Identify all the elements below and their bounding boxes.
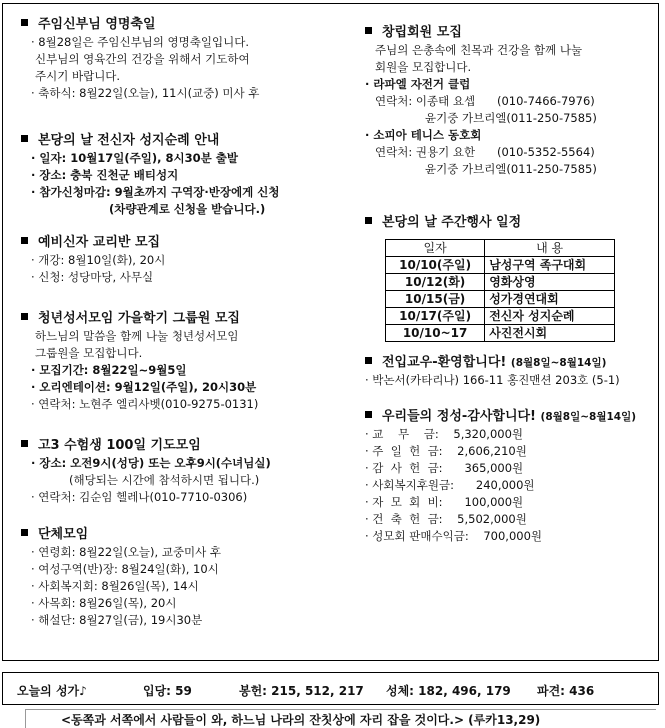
offerings-title: 우리들의 정성-감사합니다!	[382, 409, 536, 424]
club-bicycle-contact-1: 연락처: 이종태 요셉 (010-7466-7976)	[375, 94, 595, 108]
schedule-table	[385, 239, 615, 342]
club-bicycle: · 라파엘 자전거 클럽	[365, 77, 471, 91]
welcome-title: 전입교우-환영합니다!	[382, 355, 507, 370]
square-bullet-icon	[21, 529, 28, 536]
row-content: 성가경연대회	[485, 291, 615, 308]
pilgrimage-note: (차량관계로 신청을 받습니다.)	[109, 202, 266, 216]
section-pilgrimage	[21, 132, 341, 218]
group-line-2: · 여성구역(반)장: 8월24일(화), 10시	[31, 562, 219, 576]
row-content: 영화상영	[485, 274, 615, 291]
section-title	[365, 214, 661, 232]
section-title	[21, 310, 341, 328]
square-bullet-icon	[21, 313, 28, 320]
catechumen-start: · 개강: 8월10일(화), 20시	[31, 253, 166, 267]
square-bullet-icon	[21, 237, 28, 244]
section-feast-day	[21, 16, 341, 102]
square-bullet-icon	[365, 411, 372, 418]
club-tennis: · 소피아 테니스 동호회	[365, 128, 482, 142]
section-week-schedule	[365, 214, 661, 232]
groups-title: 단체모임	[38, 527, 89, 542]
square-bullet-icon	[21, 440, 28, 447]
section-title	[21, 526, 341, 544]
offering-item: · 주 일 헌 금: 2,606,210원	[365, 444, 527, 458]
section-founding-members	[365, 24, 661, 178]
exam-place: · 장소: 오전9시(성당) 또는 오후9시(수녀님실)	[31, 456, 271, 470]
founding-intro-2: 회원을 모집합니다.	[375, 60, 472, 74]
section-offerings	[365, 408, 661, 545]
club-bicycle-contact-2: 윤기중 가브리엘(011-250-7585)	[425, 111, 597, 125]
feast-title: 주임신부님 영명축일	[38, 17, 156, 32]
section-title	[21, 16, 341, 34]
row-content: 남성구역 족구대회	[485, 257, 615, 274]
bulletin-frame	[2, 3, 659, 661]
row-date: 10/12(화)	[386, 274, 485, 291]
section-title	[21, 437, 341, 455]
welcome-line: · 박논서(카타리나) 166-11 홍진맨션 203호 (5-1)	[365, 373, 620, 387]
pilgrimage-place: · 장소: 충북 진천군 배티성지	[31, 168, 179, 182]
club-tennis-contact-2: 윤기중 가브리엘(011-250-7585)	[425, 162, 597, 176]
row-content: 사진전시회	[485, 325, 615, 342]
scripture-quote-bar	[25, 709, 656, 728]
table-header-row	[386, 240, 615, 257]
feast-line-2: 신부님의 영육간의 건강을 위해서 기도하여	[35, 52, 250, 66]
group-line-4: · 사목회: 8월26일(목), 20시	[31, 596, 177, 610]
exam-note: (해당되는 시간에 참석하시면 됩니다.)	[69, 473, 260, 487]
column-header-date: 일자	[386, 240, 485, 257]
row-date: 10/10(주일)	[386, 257, 485, 274]
exam-contact: · 연락처: 김순임 헬레나(010-7710-0306)	[31, 490, 248, 504]
table-row	[386, 274, 615, 291]
table-row	[386, 325, 615, 342]
table-row	[386, 308, 615, 325]
youth-title: 청년성서모임 가을학기 그룹원 모집	[38, 311, 240, 326]
pilgrimage-title: 본당의 날 전신자 성지순례 안내	[38, 133, 220, 148]
founding-title: 창립회원 모집	[382, 25, 462, 40]
square-bullet-icon	[365, 217, 372, 224]
section-exam-prayer	[21, 437, 341, 506]
catechumen-apply: · 신청: 성당마당, 사무실	[31, 270, 154, 284]
hymn-offertory: 봉헌: 215, 512, 217	[239, 684, 364, 698]
hymn-recessional: 파견: 436	[537, 684, 595, 698]
feast-line-4: · 축하식: 8월22일(오늘), 11시(교중) 미사 후	[31, 86, 260, 100]
square-bullet-icon	[365, 357, 372, 364]
offerings-period: (8월8일~8월14일)	[540, 411, 637, 423]
row-date: 10/17(주일)	[386, 308, 485, 325]
offering-item: · 자 모 회 비: 100,000원	[365, 495, 524, 509]
pilgrimage-date: · 일자: 10월17일(주일), 8시30분 출발	[31, 151, 238, 165]
row-date: 10/15(금)	[386, 291, 485, 308]
youth-orientation: · 오리엔테이션: 9월12일(주일), 20시30분	[31, 380, 257, 394]
section-catechumen	[21, 234, 341, 286]
square-bullet-icon	[21, 135, 28, 142]
youth-period: · 모집기간: 8월22일~9월5일	[31, 363, 187, 377]
square-bullet-icon	[365, 27, 372, 34]
group-line-3: · 사회복지회: 8월26일(목), 14시	[31, 579, 199, 593]
feast-line-3: 주시기 바랍니다.	[35, 69, 121, 83]
section-group-meetings	[21, 526, 341, 629]
youth-line-2: 그룹원을 모집합니다.	[35, 346, 143, 360]
row-content: 전신자 성지순례	[485, 308, 615, 325]
offering-item: · 사회복지후원금: 240,000원	[365, 478, 535, 492]
hymn-label: 오늘의 성가♪	[17, 684, 87, 698]
column-header-content: 내 용	[485, 240, 615, 257]
exam-title: 고3 수험생 100일 기도모임	[38, 438, 201, 453]
offering-item: · 감 사 헌 금: 365,000원	[365, 461, 524, 475]
catechumen-title: 예비신자 교리반 모집	[38, 235, 161, 250]
schedule-title: 본당의 날 주간행사 일정	[382, 215, 522, 230]
offering-item: · 교 무 금: 5,320,000원	[365, 427, 524, 441]
section-title	[21, 234, 341, 252]
feast-line-1: · 8월28일은 주임신부님의 영명축일입니다.	[31, 35, 249, 49]
scripture-quote: <동쪽과 서쪽에서 사람들이 와, 하느님 나라의 잔칫상에 자리 잡을 것이다.> (루카13,29)	[61, 713, 541, 727]
group-line-1: · 연령회: 8월22일(오늘), 교중미사 후	[31, 545, 222, 559]
group-line-5: · 해설단: 8월27일(금), 19시30분	[31, 613, 203, 627]
welcome-period: (8월8일~8월14일)	[510, 357, 607, 369]
table-row	[386, 257, 615, 274]
section-title	[365, 24, 661, 42]
hymn-communion: 성체: 182, 496, 179	[386, 684, 511, 698]
pilgrimage-deadline: · 참가신청마감: 9월초까지 구역장·반장에게 신청	[31, 185, 280, 199]
club-tennis-contact-1: 연락처: 권용기 요한 (010-5352-5564)	[375, 145, 595, 159]
table-row	[386, 291, 615, 308]
section-youth-bible	[21, 310, 341, 413]
square-bullet-icon	[21, 19, 28, 26]
section-title	[365, 408, 661, 426]
hymn-entrance: 입당: 59	[143, 684, 192, 698]
section-new-parishioners	[365, 354, 661, 389]
row-date: 10/10~17	[386, 325, 485, 342]
founding-intro-1: 주님의 은총속에 친목과 건강을 함께 나눌	[375, 43, 583, 57]
youth-line-1: 하느님의 말씀을 함께 나눌 청년성서모임	[35, 329, 239, 343]
hymn-bar	[2, 672, 659, 705]
offering-item: · 건 축 헌 금: 5,502,000원	[365, 512, 527, 526]
section-title	[365, 354, 661, 372]
youth-contact: · 연락처: 노현주 엘리사벳(010-9275-0131)	[31, 397, 259, 411]
section-title	[21, 132, 341, 150]
offering-item: · 성모회 판매수익금: 700,000원	[365, 529, 542, 543]
